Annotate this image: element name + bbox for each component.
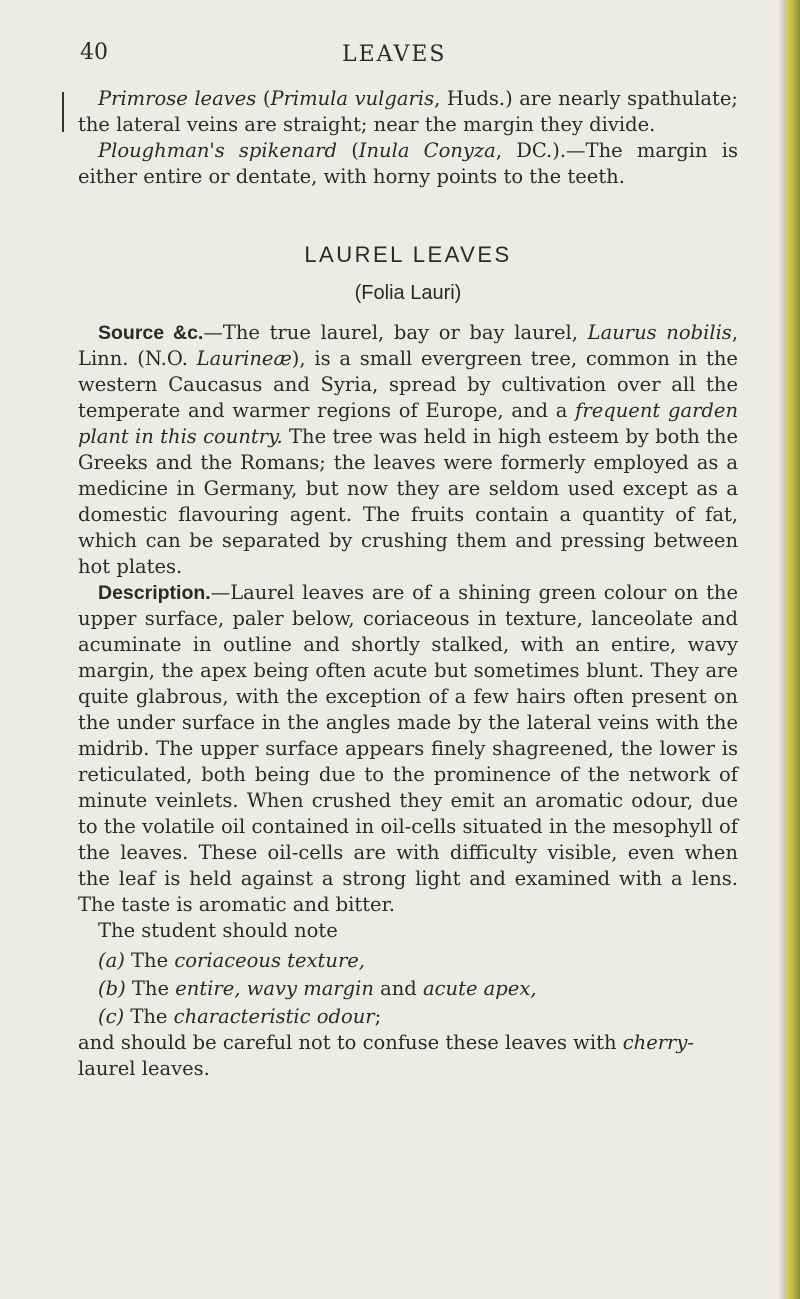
note-item-c	[98, 1004, 738, 1030]
closing-text: and should be careful not to confuse these leaves with	[78, 1031, 623, 1054]
note-lead: The student should note	[98, 919, 338, 942]
section-spacer	[78, 190, 738, 242]
note-closing	[78, 1030, 738, 1082]
ploughman-text: , DC.).—The margin is either entire or dentate, with horny points to the teeth.	[78, 139, 738, 188]
note-prefix: The	[125, 977, 176, 1000]
closing-text-2: laurel leaves.	[78, 1057, 210, 1080]
note-item-b	[98, 976, 738, 1002]
description-heading: Description.	[98, 582, 211, 604]
primrose-text: , Huds.) are nearly spathulate; the lateral veins are straight; near the margin they divide.	[78, 87, 738, 136]
note-mid: and	[373, 977, 423, 1000]
source-text-1: —The true laurel, bay or bay laurel,	[203, 321, 588, 344]
ploughman-name: Ploughman's spikenard	[98, 139, 337, 162]
source-text-4: The tree was held in high esteem by both the Greeks and the Romans; the leaves were formerly employed as a medicine in Germany, but now they are seldom used except as a domestic flavouring agent. The fruits contain a quantity of fat, which can be separated by crushing them and pressing between hot plates.	[78, 425, 739, 578]
note-italic-2: acute apex,	[423, 977, 537, 1000]
primrose-name: Primrose leaves	[98, 87, 257, 110]
running-head: LEAVES	[342, 42, 447, 67]
source-text-2: , Linn. (N.O.	[78, 321, 739, 370]
book-edge	[786, 0, 800, 1299]
page-body	[78, 80, 738, 1082]
source-text-3: ), is a small evergreen tree, common in the western Caucasus and Syria, spread by cultivation over all the temperate and warmer regions of Europe, and a	[78, 347, 738, 422]
closing-italic: cherry-	[622, 1031, 694, 1054]
page-number: 40	[80, 40, 108, 65]
note-label: (c)	[98, 1005, 125, 1028]
section-subtitle: (Folia Lauri)	[354, 282, 462, 304]
note-italic: entire, wavy margin	[175, 977, 374, 1000]
description-text: —Laurel leaves are of a shining green colour on the upper surface, paler below, coriaceous in texture, lanceolate and acuminate in outline and shortly stalked, with an entire, wavy margin, the apex being often acute but sometimes blunt. They are quite glabrous, with the exception of a few hairs often present on the under surface in the angles made by the lateral veins with the midrib. The upper surface appears finely shagreened, the lower is reticulated, both being due to the prominence of the network of minute veinlets. When crushed they emit an aromatic odour, due to the volatile oil contained in oil-cells situated in the mesophyll of the leaves. These oil-cells are with difficulty visible, even when the leaf is held against a strong light and examined with a lens. The taste is aromatic and bitter.	[78, 581, 738, 916]
source-latin-1: Laurus nobilis	[587, 321, 732, 344]
note-label: (b)	[98, 977, 126, 1000]
margin-mark	[62, 92, 64, 132]
source-paragraph	[78, 320, 738, 580]
source-latin-2: Laurineæ	[196, 347, 292, 370]
ploughman-open: (	[351, 139, 359, 162]
primrose-paragraph	[78, 86, 738, 138]
note-prefix: The	[124, 949, 175, 972]
primrose-latin: Primula vulgaris	[270, 87, 435, 110]
note-list	[98, 948, 738, 1030]
note-italic: characteristic odour	[173, 1005, 375, 1028]
ploughman-paragraph	[78, 138, 738, 190]
note-suffix: ;	[374, 1005, 382, 1028]
note-prefix: The	[124, 1005, 174, 1028]
section-title: LAUREL LEAVES	[304, 242, 512, 267]
note-label: (a)	[98, 949, 125, 972]
note-italic: coriaceous texture,	[174, 949, 365, 972]
page-header	[80, 40, 760, 76]
source-italic-phrase: frequent garden plant in this country.	[78, 399, 738, 448]
page-edge-shadow	[778, 0, 786, 1299]
description-paragraph	[78, 580, 738, 918]
note-item-a	[98, 948, 738, 974]
ploughman-latin: Inula Conyza	[358, 139, 496, 162]
source-heading: Source &c.	[98, 322, 204, 344]
primrose-open: (	[262, 87, 271, 110]
